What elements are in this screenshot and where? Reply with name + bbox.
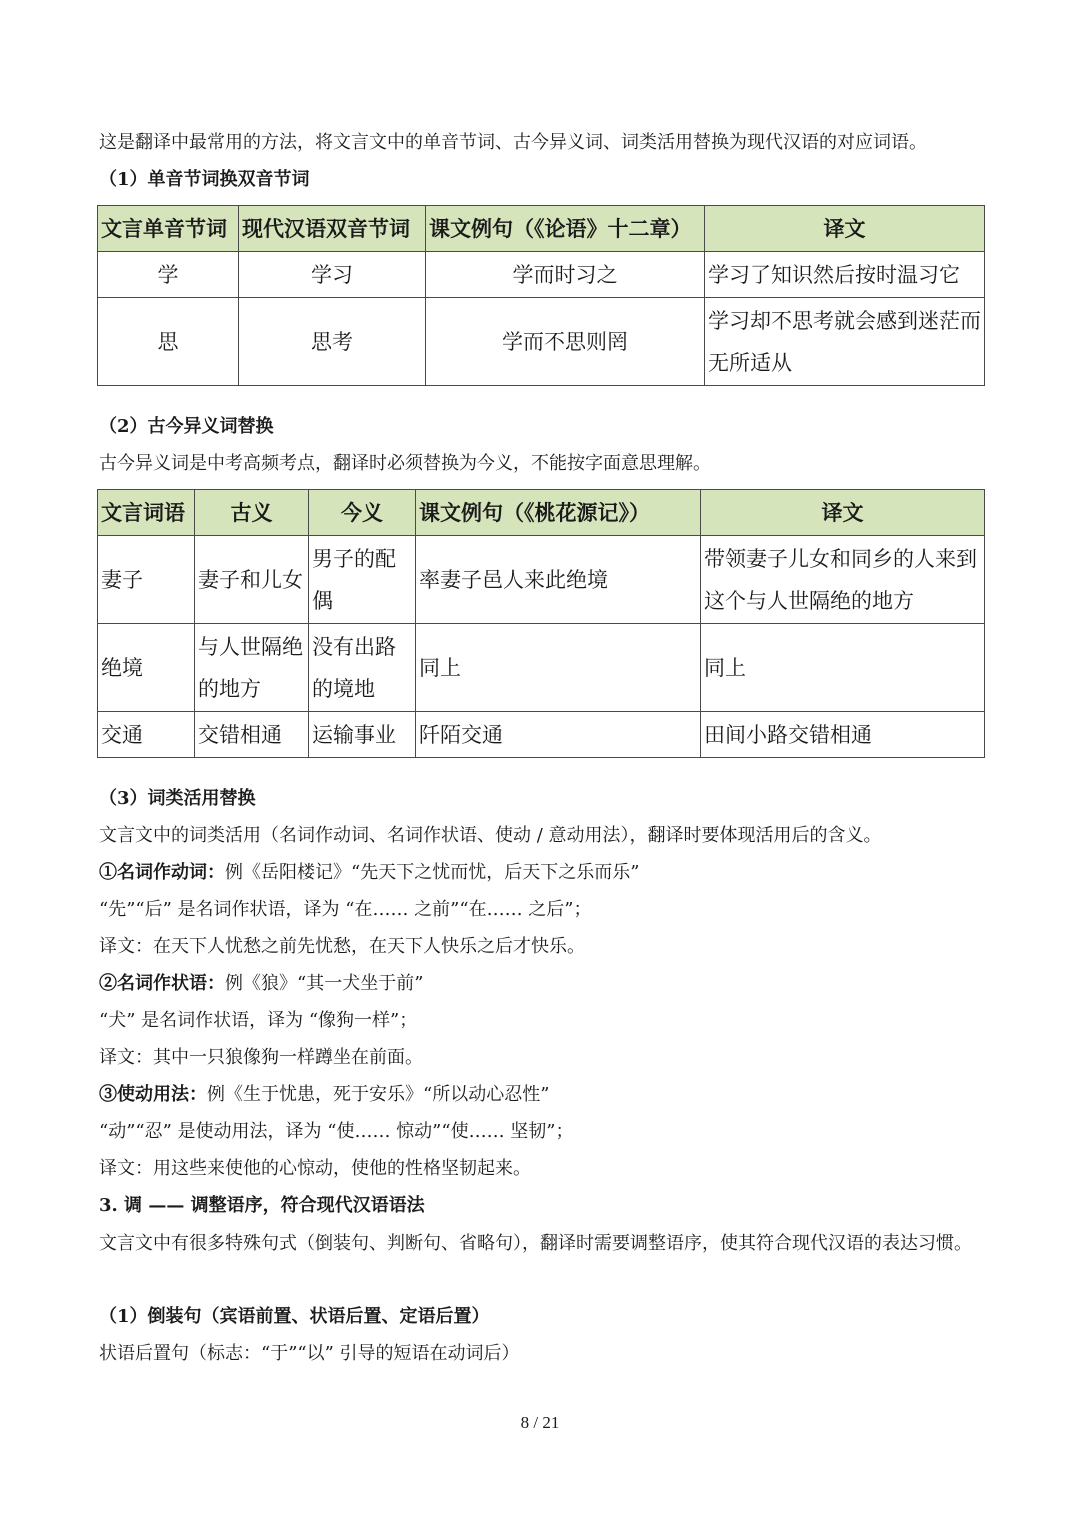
table-row [98, 536, 985, 624]
table-cell: 学而不思则罔 [426, 298, 705, 386]
table-cell: 思考 [239, 298, 426, 386]
table-monosyllabic [97, 205, 985, 386]
intro-paragraph: 这是翻译中最常用的方法，将文言文中的单音节词、古今异义词、词类活用替换为现代汉语的对应词语。 [99, 132, 927, 153]
table-cell: 思 [98, 298, 239, 386]
table-cell: 男子的配偶 [309, 536, 416, 624]
table-cell: 没有出路的境地 [309, 624, 416, 712]
example-1-translation: 译文：在天下人忧愁之前先忧愁，在天下人快乐之后才快乐。 [99, 936, 585, 957]
table-row [98, 298, 985, 386]
table-row [98, 252, 985, 298]
section-4-description: 文言文中有很多特殊句式（倒装句、判断句、省略句），翻译时需要调整语序，使其符合现代汉语的表达习惯。 [99, 1233, 972, 1254]
header-cell: 译文 [705, 206, 985, 252]
table-header-row [98, 490, 985, 536]
section-heading-2: （2）古今异义词替换 [99, 416, 274, 437]
header-cell: 文言单音节词 [98, 206, 239, 252]
header-cell: 文言词语 [98, 490, 195, 536]
example-1-label: ①名词作动词： [99, 862, 225, 883]
example-3-note: “动”“忍” 是使动用法，译为 “使…… 惊动”“使…… 坚韧”； [99, 1121, 574, 1142]
example-1 [99, 861, 984, 885]
table-cell: 学习了知识然后按时温习它 [705, 252, 985, 298]
example-3-translation: 译文：用这些来使他的心惊动，使他的性格坚韧起来。 [99, 1158, 531, 1179]
table-header-row [98, 206, 985, 252]
example-2 [99, 972, 984, 996]
section-3-description: 文言文中的词类活用（名词作动词、名词作状语、使动 / 意动用法），翻译时要体现活用后的含义。 [99, 825, 882, 846]
example-2-text: 例《狼》“其一犬坐于前” [225, 973, 424, 994]
example-1-text: 例《岳阳楼记》“先天下之忧而忧，后天下之乐而乐” [225, 862, 640, 883]
page-number: 8 / 21 [520, 1413, 560, 1432]
header-cell: 今义 [309, 490, 416, 536]
header-cell: 译文 [701, 490, 985, 536]
table-cell: 学习 [239, 252, 426, 298]
section-heading-3: （3）词类活用替换 [99, 788, 256, 809]
example-2-label: ②名词作状语： [99, 973, 225, 994]
table-ancient-modern [97, 489, 985, 758]
table-cell: 学而时习之 [426, 252, 705, 298]
section-heading-4: 3. 调 —— 调整语序，符合现代汉语语法 [99, 1195, 425, 1216]
table-cell: 妻子 [98, 536, 195, 624]
example-3 [99, 1083, 984, 1107]
sub-heading-inversion: （1）倒装句（宾语前置、状语后置、定语后置） [99, 1306, 490, 1327]
table-cell: 运输事业 [309, 712, 416, 758]
table-row [98, 712, 985, 758]
table-cell: 田间小路交错相通 [701, 712, 985, 758]
table-cell: 妻子和儿女 [195, 536, 309, 624]
table-cell: 同上 [416, 624, 701, 712]
example-2-note: “犬” 是名词作状语，译为 “像狗一样”； [99, 1010, 418, 1031]
table-row [98, 624, 985, 712]
table-cell: 阡陌交通 [416, 712, 701, 758]
table-cell: 学习却不思考就会感到迷茫而无所适从 [705, 298, 985, 386]
section-heading-1: （1）单音节词换双音节词 [99, 169, 310, 190]
table-cell: 交通 [98, 712, 195, 758]
example-2-translation: 译文：其中一只狼像狗一样蹲坐在前面。 [99, 1047, 423, 1068]
table-cell: 绝境 [98, 624, 195, 712]
header-cell: 古义 [195, 490, 309, 536]
table-cell: 与人世隔绝的地方 [195, 624, 309, 712]
example-3-text: 例《生于忧患，死于安乐》“所以动心忍性” [207, 1084, 550, 1105]
header-cell: 现代汉语双音节词 [239, 206, 426, 252]
table-cell: 学 [98, 252, 239, 298]
example-1-note: “先”“后” 是名词作状语，译为 “在…… 之前”“在…… 之后”； [99, 899, 592, 920]
example-3-label: ③使动用法： [99, 1084, 207, 1105]
table-cell: 交错相通 [195, 712, 309, 758]
inversion-note: 状语后置句（标志：“于”“以” 引导的短语在动词后） [99, 1343, 520, 1364]
header-cell: 课文例句（《论语》十二章） [426, 206, 705, 252]
section-2-description: 古今异义词是中考高频考点，翻译时必须替换为今义，不能按字面意思理解。 [99, 453, 711, 474]
header-cell: 课文例句（《桃花源记》） [416, 490, 701, 536]
table-cell: 率妻子邑人来此绝境 [416, 536, 701, 624]
table-cell: 带领妻子儿女和同乡的人来到这个与人世隔绝的地方 [701, 536, 985, 624]
table-cell: 同上 [701, 624, 985, 712]
